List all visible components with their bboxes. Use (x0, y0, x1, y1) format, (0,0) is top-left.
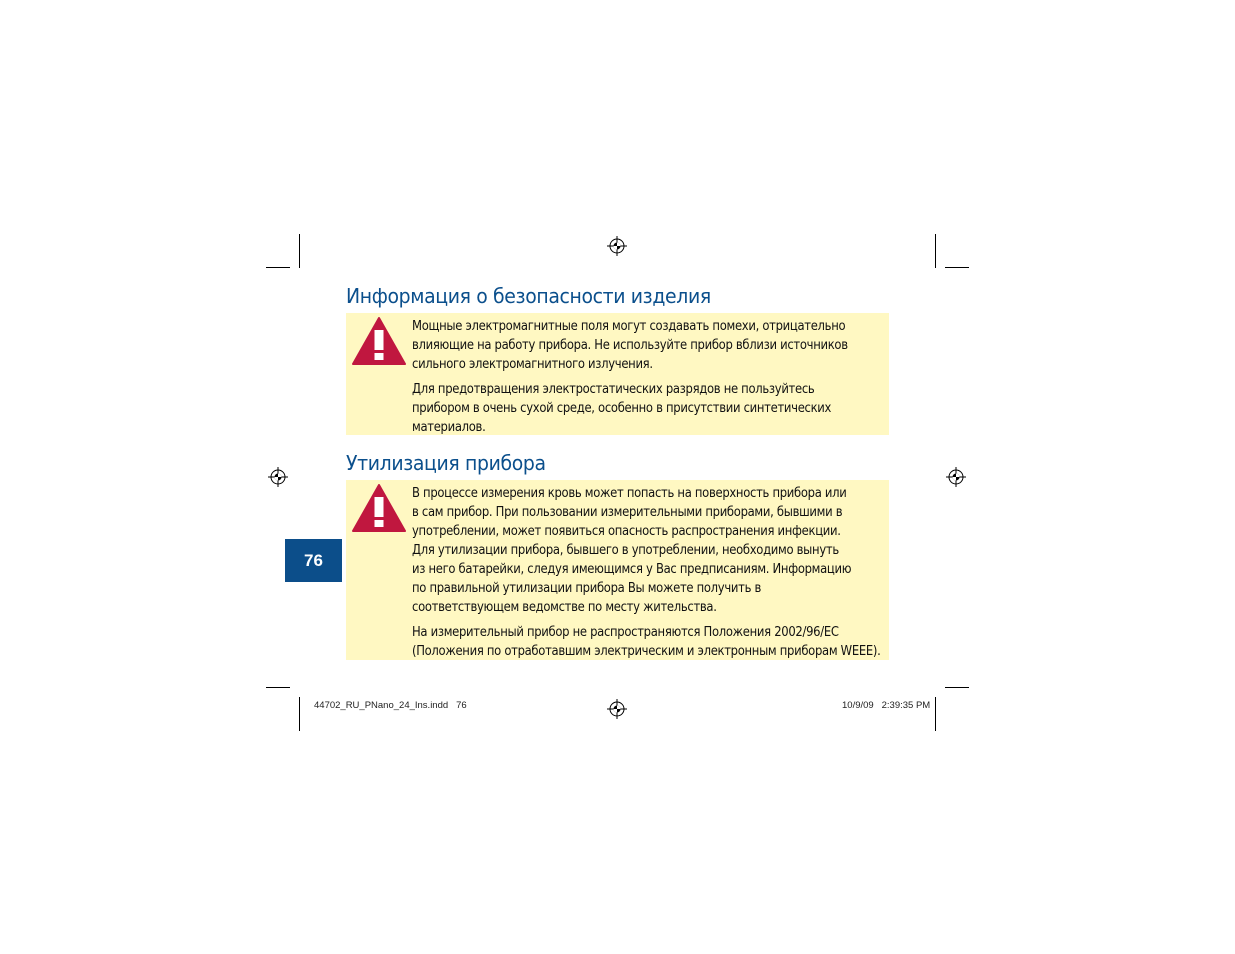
warning-box-safety (346, 313, 889, 435)
crop-mark (266, 267, 290, 268)
paragraph: Мощные электромагнитные поля могут создавать помехи, отрицательно влияющие на работу прибора. Не используйте прибор вблизи источников сильного электромагнитного излучения. (412, 319, 848, 372)
warning-triangle-icon (351, 483, 407, 533)
paragraph: В процессе измерения кровь может попасть на поверхность прибора или в сам прибор. При пользовании измерительными приборами, бывшими в употреблении, может появиться опасность распространения инфекции. Для утилизации прибора, бывшего в употреблении, необходимо вынуть из него батарейки, следуя имеющимся у Вас предписаниям. Информацию по правильной утилизации прибора Вы можете получить в соответствующем ведомстве по месту жительства. (412, 486, 852, 615)
crop-mark (945, 267, 969, 268)
section-title-disposal: Утилизация прибора (346, 451, 546, 475)
registration-mark-icon (607, 699, 627, 719)
crop-mark (299, 234, 300, 268)
warning-text-safety (412, 317, 890, 443)
crop-mark (935, 697, 936, 731)
registration-mark-icon (607, 236, 627, 256)
paragraph: Для предотвращения электростатических разрядов не пользуйтесь прибором в очень сухой среде, особенно в присутствии синтетических материалов. (412, 382, 832, 435)
warning-triangle-icon (351, 316, 407, 366)
crop-mark (299, 697, 300, 731)
warning-text-disposal (412, 484, 890, 667)
crop-mark (935, 234, 936, 268)
slug-timestamp: 10/9/09 2:39:35 PM (842, 700, 931, 711)
warning-box-disposal (346, 480, 889, 660)
registration-mark-icon (268, 467, 288, 487)
paragraph: На измерительный прибор не распространяются Положения 2002/96/EC (Положения по отработавшим электрическим и электронным приборам WEEE). (412, 625, 881, 659)
slug-filename: 44702_RU_PNano_24_Ins.indd 76 (314, 700, 467, 711)
registration-mark-icon (946, 467, 966, 487)
page-number-tab: 76 (285, 539, 342, 582)
section-title-safety: Информация о безопасности изделия (346, 284, 711, 308)
crop-mark (945, 687, 969, 688)
crop-mark (266, 687, 290, 688)
